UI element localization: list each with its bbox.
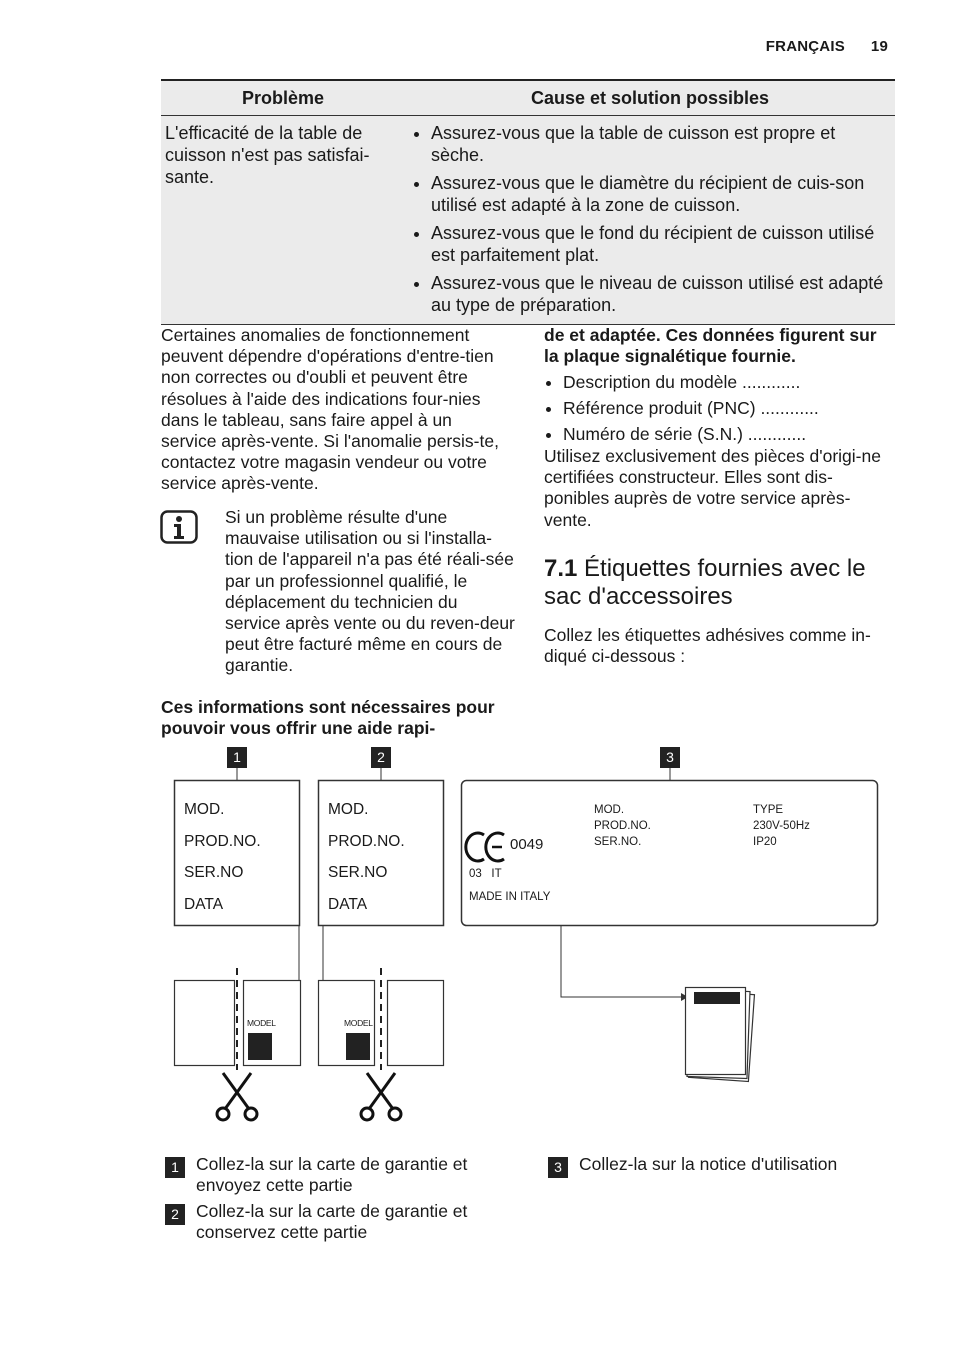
legend-marker-1: 1 [165,1157,185,1178]
col-header-cause: Cause et solution possibles [405,80,895,116]
field-prod-no: PROD.NO. [184,832,261,850]
header-language: FRANÇAIS [765,38,845,55]
plate-col-1 [594,802,651,850]
bold-paragraph: Ces informations sont nécessaires pour pouvoir vous offrir une aide rapi- [161,697,495,739]
field-data: DATA [184,895,224,913]
plate-info-list [544,372,893,445]
solution-item: • Assurez-vous que la table de cuisson est propre et sèche. [431,122,891,166]
intro-paragraph: Certaines anomalies de fonctionnement peuvent dépendre d'opérations d'entre-tien non correctes ou d'oubli et peuvent être résolues à l'aide des indications four-nies dans le tableau, sans faire appel à un service après-vente. Si l'anomalie persis-te, contactez votre magasin vendeur ou votre service après-vente. [161,325,499,494]
troubleshooting-table [161,79,895,325]
field-ser-no: SER.NO [328,864,388,881]
problem-cell: L'efficacité de la table de cuisson n'est pas satisfai-sante. [161,116,405,325]
list-item: • Numéro de série (S.N.) ............ [563,424,893,445]
info-note: Si un problème résulte d'une mauvaise utilisation ou si l'installa-tion de l'appareil n'a pas été réali-sée par un professionnel qualifié, le déplacement du technicien du service après vente ou du reven-deur peut être facturé même en cours de garantie. [225,507,515,676]
field-mod: MOD. [328,801,369,818]
plate-country: 03 IT [469,868,502,880]
marker-3: 3 [660,747,680,768]
solution-item: • Assurez-vous que le fond du récipient de cuisson utilisé est parfaitement plat. [431,222,891,266]
section-text: Collez les étiquettes adhésives comme in-diqué ci-dessous : [544,625,871,667]
field-ser-no: SER.NO [184,864,244,881]
solution-item: • Assurez-vous que le niveau de cuisson utilisé est adapté au type de préparation. [431,272,891,316]
label-diagram [0,740,954,1140]
col-header-problem: Problème [161,80,405,116]
page-header [740,38,888,55]
section-heading [544,555,904,611]
solution-item: • Assurez-vous que le diamètre du récipient de cuis-son utilisé est adapté à la zone de cuisson. [431,172,891,216]
field-data: DATA [328,895,368,913]
plate-text: PROD.NO. [594,820,651,832]
legend-text-1: Collez-la sur la carte de garantie et envoyez cette partie [196,1154,468,1195]
page-number: 19 [870,38,888,55]
label-1-fields [184,794,261,920]
legend-text-3: Collez-la sur la notice d'utilisation [579,1154,838,1174]
plate-col-2 [753,802,810,850]
table-row [161,116,895,325]
list-item: • Référence produit (PNC) ............ [563,398,893,419]
bold-continuation: de et adaptée. Ces données figurent sur la plaque signalétique fournie. [544,325,877,367]
list-item: • Description du modèle ............ [563,372,893,393]
legend-marker-2: 2 [165,1204,185,1225]
card-label: MODEL [344,1018,373,1028]
plate-text: TYPE [753,804,784,816]
label-2-fields [328,794,405,920]
legend-marker-3: 3 [548,1157,568,1178]
plate-made-in: MADE IN ITALY [469,891,551,903]
card-label: MODEL [247,1018,276,1028]
field-prod-no: PROD.NO. [328,832,405,850]
legend-text-2: Collez-la sur la carte de garantie et conservez cette partie [196,1201,468,1242]
parts-paragraph: Utilisez exclusivement des pièces d'origi-ne certifiées constructeur. Elles sont dis-ponibles auprès de votre service après-vente. [544,446,881,530]
marker-2: 2 [371,747,391,768]
plate-text: SER.NO. [594,836,642,848]
ce-code: 0049 [510,836,544,853]
section-number: 7.1 [544,555,578,582]
field-mod: MOD. [184,801,225,818]
plate-text: IP20 [753,836,777,848]
plate-text: MOD. [594,804,625,816]
marker-1: 1 [227,747,247,768]
section-title: Étiquettes fournies avec le sac d'accessoires [544,555,866,610]
solutions-cell [405,116,895,325]
plate-text: 230V-50Hz [753,820,810,832]
info-icon [160,510,198,544]
